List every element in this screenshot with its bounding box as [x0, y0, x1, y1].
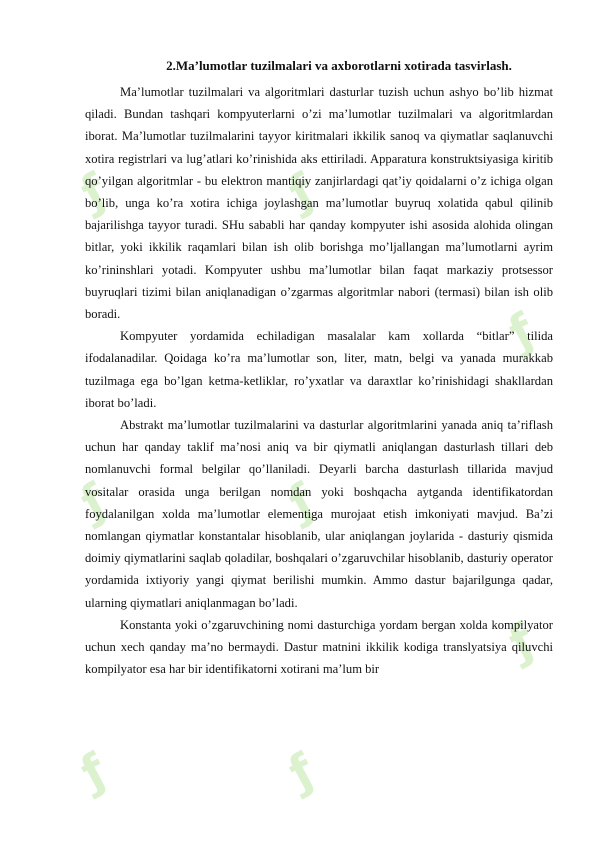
watermark-glyph: ƒ: [71, 742, 115, 800]
paragraph: Kompyuter yordamida echiladigan masalalar kam xollarda “bitlar” tilida ifodalanadilar. Qoidaga ko’ra ma’lumotlar son, liter, matn, belgi va yanada murakkab tuzilmaga ega bo’lgan ketma-ketliklar, ro’yxatlar va daraxtlar ko’rinishidagi shakllardan iborat bo’ladi.: [85, 329, 553, 410]
watermark-glyph: ƒ: [279, 472, 323, 530]
watermark-glyph: ƒ: [499, 612, 543, 670]
watermark-glyph: ƒ: [499, 302, 543, 360]
paragraph: Ma’lumotlar tuzilmalari va algoritmlari dasturlar tuzish uchun ashyo bo’lib hizmat qiladi. Bundan tashqari kompyuterlarni o’zi ma’lumotlar tuzilmalari va algoritmlardan iborat. Ma’lumotlar tuzilmalarini tayyor kiritmalari ikkilik sanoq va qiymatlar saqlanuvchi xotira registrlari va lug’atlari ko’rinishida aks ettiriladi. Apparatura konstruktsiyasiga kiritib qo’yilgan algoritmlar - bu elektron mantiqiy zanjirlardagi qat’iy qoidalarni o’z ichiga olgan bo’lib, unga ko’ra xotira ichiga joylashgan ma’lumotlar buyruq xolatida qabul qilinib bajarilishga tayyor turadi. SHu sababli har qanday kompyuter ishi asosida alohida olingan bitlar, yoki ikkilik raqamlari bilan ish olib borishga mo’ljallangan ma’lumotlarni ayrim ko’rininshlari yotadi. Kompyuter ushbu ma’lumotlar bilan faqat markaziy protsessor buyruqlari tizimi bilan aniqlanadigan o’zgarmas algoritmlar nabori (termasi) bilan ish olib boradi.: [85, 85, 553, 322]
watermark-glyph: ƒ: [279, 162, 323, 220]
section-heading: 2.Ma’lumotlar tuzilmalari va axborotlarni xotirada tasvirlash.: [166, 58, 512, 73]
paragraph: Abstrakt ma’lumotlar tuzilmalarini va dasturlar algoritmlarini yanada aniq ta’riflash uchun har qanday taklif ma’nosi aniq va bir qiymatli aniqlangan dasturlash tillari deb nomlanuvchi formal belgilar qo’llaniladi. Deyarli barcha dasturlash tillarida mavjud vositalar orasida unga berilgan nomdan yoki boshqacha aytganda identifikatordan foydalanilgan xolda ma’lumotlar elementiga murojaat etish imkoniyati mavjud. Ba’zi nomlangan qiymatlar konstantalar hisoblanib, ular aniqlangan joylarida - dasturiy qismida doimiy qiymatlarini saqlab qoladilar, boshqalari o’zgaruvchilar hisoblanib, dasturiy operator yordamida ixtiyoriy yangi qiymat berilishi mumkin. Ammo dastur bajarilgunga qadar, ularning qiymatlari aniqlanmagan bo’ladi.: [85, 418, 553, 610]
document-page: [85, 56, 553, 680]
paragraph: Konstanta yoki o’zgaruvchining nomi dasturchiga yordam bergan xolda kompilyator uchun xech qanday ma’no bermaydi. Dastur matnini ikkilik kodiga translyatsiya qiluvchi kompilyator esa har bir identifikatorni xotirani ma’lum bir: [85, 617, 553, 677]
watermark-glyph: ƒ: [71, 472, 115, 530]
watermark-glyph: ƒ: [71, 162, 115, 220]
watermark-glyph: ƒ: [279, 742, 323, 800]
